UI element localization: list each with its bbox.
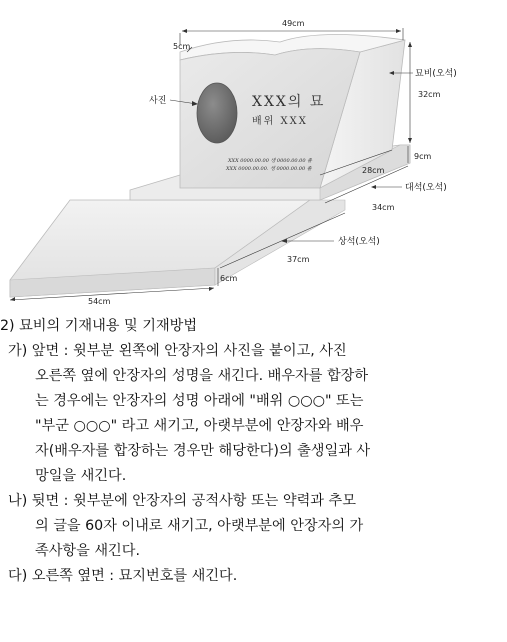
dim-sangseok-width-label: 54cm [88,297,111,305]
item-na-line-3: 족사항을 새긴다. [35,543,140,559]
item-ga-line-4: "부군 ○○○" 라고 새기고, 아랫부분에 안장자와 배우 [35,418,364,434]
tablet-label: 묘비(오석) [415,69,457,79]
dim-daeseok-depth-label: 34cm [372,203,395,212]
item-ga-line-1: 가) 앞면 : 윗부분 왼쪽에 안장자의 사진을 붙이고, 사진 [8,343,347,359]
item-ga-line-6: 망일을 새긴다. [35,468,127,484]
tombstone-svg [0,0,507,305]
item-da-line-1: 다) 오른쪽 옆면 : 묘지번호를 새긴다. [8,568,238,584]
photo-oval [197,83,237,143]
dim-tablet-height [408,42,441,143]
daeseok-label: 대석(오석) [405,183,447,193]
item-ga-line-3: 는 경우에는 안장자의 성명 아래에 "배위 ○○○" 또는 [35,393,364,409]
section-heading: 2) 묘비의 기재내용 및 기재방법 [0,318,198,334]
dim-sangseok-depth-label: 37cm [287,255,310,264]
item-ga-line-5: 자(배우자를 합장하는 경우만 해당한다)의 출생일과 사 [35,443,371,459]
item-na-line-2: 의 글을 60자 이내로 새기고, 아랫부분에 안장자의 가 [35,518,364,534]
dim-thickness-label: 28cm [362,166,385,175]
dim-top-edge [173,42,192,52]
stone-dates-2: XXX 0000.00.00. 생 0000.00.00 졸 [226,166,312,172]
dim-daeseok-height [408,146,431,163]
item-ga-line-2: 오른쪽 옆에 안장자의 성명을 새긴다. 배우자를 합장하 [35,368,369,384]
dim-daeseok-height-label: 9cm [414,152,432,161]
dim-top-edge-label: 5cm [173,42,191,51]
daeseok-callout [371,181,447,193]
dim-tablet-height-label: 32cm [418,90,441,99]
stone-title: XXX의 묘 [252,94,326,110]
photo-label: 사진 [149,96,167,106]
dim-sangseok-height-label: 6cm [220,274,238,283]
sangseok-slab [10,200,345,297]
stone-dates-1: XXX 0000.00.00 생 0000.00.00 졸 [228,158,312,164]
item-na-line-1: 나) 뒷면 : 윗부분에 안장자의 공적사항 또는 약력과 추모 [8,493,356,509]
stone-spouse: 배위 XXX [252,116,308,127]
tombstone-diagram [0,0,507,305]
dim-top-width-label: 49cm [282,19,305,28]
sangseok-label: 상석(오석) [338,237,380,247]
